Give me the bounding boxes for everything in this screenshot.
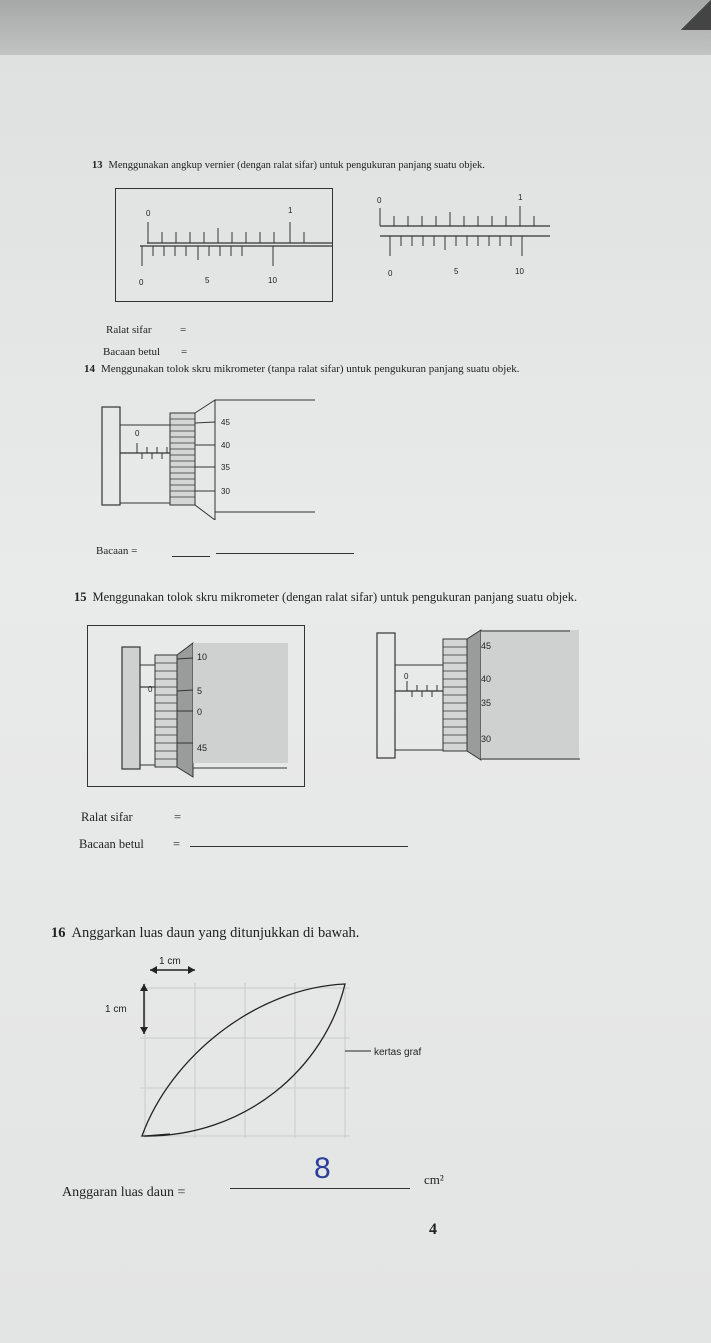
page-number: 4 bbox=[429, 1221, 437, 1238]
q15-right-thimble-35: 35 bbox=[481, 698, 492, 708]
q13-number: 13 bbox=[92, 160, 103, 171]
q14-heading bbox=[84, 363, 520, 375]
page-corner bbox=[681, 0, 711, 30]
q16-handwritten-answer: 8 bbox=[314, 1152, 331, 1185]
q16-heading bbox=[51, 925, 359, 942]
q13-left-main-1: 1 bbox=[288, 206, 293, 215]
q14-sleeve-0: 0 bbox=[135, 429, 140, 438]
q13-ralat-label: Ralat sifar bbox=[106, 324, 152, 336]
q13-ralat-eq: = bbox=[180, 324, 187, 336]
q13-left-v0: 0 bbox=[139, 278, 144, 287]
q15-right-thimble-40: 40 bbox=[481, 674, 492, 684]
q16-scale-h: 1 cm bbox=[159, 956, 181, 967]
q15-bacaan-eq: = bbox=[173, 837, 181, 851]
q15-heading bbox=[74, 590, 577, 605]
q16-number: 16 bbox=[51, 925, 66, 941]
q16-answer-label: Anggaran luas daun = bbox=[62, 1185, 186, 1200]
q14-thimble-35: 35 bbox=[221, 463, 230, 472]
q14-answer-blank-a[interactable] bbox=[172, 556, 210, 557]
q16-text: Anggarkan luas daun yang ditunjukkan di bawah. bbox=[71, 925, 360, 941]
q13-right-v5: 5 bbox=[454, 267, 459, 276]
q13-vernier-right bbox=[370, 188, 560, 288]
q15-micrometer-right bbox=[375, 625, 585, 765]
q13-left-v5: 5 bbox=[205, 276, 210, 285]
q15-number: 15 bbox=[74, 590, 87, 604]
q13-heading bbox=[92, 160, 485, 171]
q14-bacaan-label: Bacaan = bbox=[96, 545, 138, 557]
q15-left-thimble-5: 5 bbox=[197, 686, 203, 696]
q15-right-sleeve-0: 0 bbox=[404, 672, 409, 681]
q13-left-main-0: 0 bbox=[146, 209, 151, 218]
q13-right-main-1: 1 bbox=[518, 193, 523, 202]
q13-right-v0: 0 bbox=[388, 269, 393, 278]
q13-vernier-left bbox=[115, 188, 333, 302]
q15-right-thimble-30: 30 bbox=[481, 734, 492, 744]
q15-left-thimble-0: 0 bbox=[197, 707, 203, 717]
q14-thimble-40: 40 bbox=[221, 441, 230, 450]
q15-left-thimble-45: 45 bbox=[197, 743, 208, 753]
background-desk bbox=[0, 0, 711, 60]
q16-scale-v: 1 cm bbox=[105, 1004, 127, 1015]
q15-ralat-eq: = bbox=[174, 810, 182, 824]
q14-text: Menggunakan tolok skru mikrometer (tanpa ralat sifar) untuk pengukuran panjang suatu objek. bbox=[101, 363, 520, 375]
q15-text: Menggunakan tolok skru mikrometer (dengan ralat sifar) untuk pengukuran panjang suatu objek. bbox=[92, 590, 578, 604]
q15-ralat-label: Ralat sifar bbox=[81, 810, 133, 824]
q16-callout: kertas graf bbox=[374, 1047, 422, 1058]
q15-left-thimble-10: 10 bbox=[197, 652, 208, 662]
q14-thimble-30: 30 bbox=[221, 487, 230, 496]
q15-left-sleeve-0: 0 bbox=[148, 685, 153, 694]
q14-thimble-45: 45 bbox=[221, 418, 230, 427]
q15-micrometer-left bbox=[87, 625, 307, 785]
q13-bacaan-label: Bacaan betul bbox=[103, 346, 161, 358]
q13-left-v10: 10 bbox=[268, 276, 277, 285]
q13-right-v10: 10 bbox=[515, 267, 524, 276]
q15-bacaan-label: Bacaan betul bbox=[79, 837, 144, 851]
q15-bacaan-blank[interactable] bbox=[190, 846, 408, 847]
q14-micrometer bbox=[100, 395, 320, 520]
q14-number: 14 bbox=[84, 363, 95, 375]
q16-unit: cm² bbox=[424, 1172, 444, 1187]
q16-leaf-figure bbox=[95, 948, 455, 1148]
q16-answer-line[interactable] bbox=[230, 1188, 410, 1189]
q13-right-main-0: 0 bbox=[377, 196, 382, 205]
q13-bacaan-eq: = bbox=[181, 346, 188, 358]
q15-right-thimble-45: 45 bbox=[481, 641, 492, 651]
q14-answer-blank-b[interactable] bbox=[216, 553, 354, 554]
q13-text: Menggunakan angkup vernier (dengan ralat sifar) untuk pengukuran panjang suatu objek. bbox=[108, 160, 485, 171]
